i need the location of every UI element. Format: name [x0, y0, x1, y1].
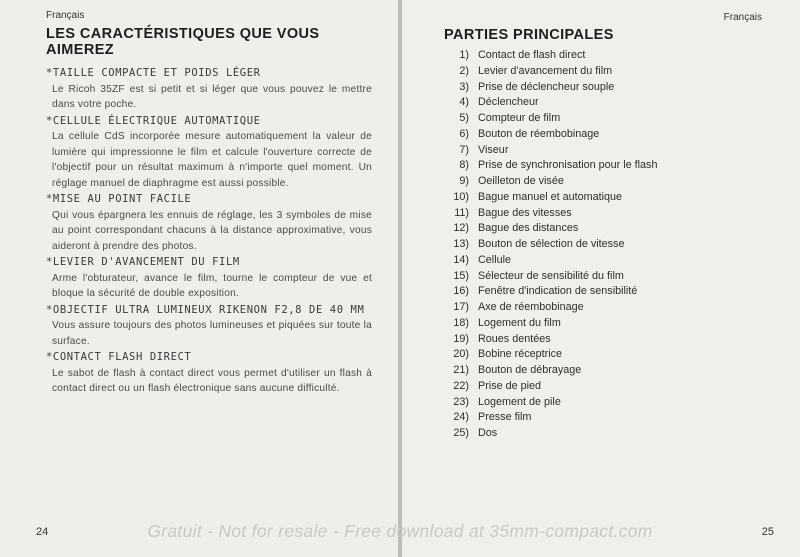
feature-body: La cellule CdS incorporée mesure automatiquement la valeur de lumière qui impressionne le film et calcule l'ouverture correcte de l'objectif pour un résultat maximum à n'importe quel moment. Un réglage manuel de diaphragme est aussi possible.: [52, 131, 372, 189]
part-label: Dos: [478, 427, 498, 439]
part-item: [444, 410, 657, 426]
part-number: 9): [459, 175, 469, 187]
part-label: Bobine réceptrice: [478, 348, 563, 361]
part-number: 8): [459, 159, 469, 172]
part-label: Contact de flash direct: [478, 49, 586, 61]
part-item: [444, 363, 657, 379]
part-item: [444, 300, 657, 316]
right-page: [402, 0, 800, 557]
part-label: Prise de pied: [478, 379, 542, 392]
part-label: Roues dentées: [478, 332, 551, 345]
page-number-left: 24: [36, 526, 49, 538]
part-item: [444, 95, 657, 111]
part-item: [444, 206, 657, 222]
left-page: [0, 0, 398, 557]
features-heading: [46, 26, 346, 58]
parts-list: [444, 48, 657, 442]
feature-item: [46, 350, 372, 397]
feature-item: [46, 114, 372, 192]
feature-body: Le Ricoh 35ZF est si petit et si léger que vous pouvez le mettre dans votre poche.: [52, 83, 372, 110]
language-label-left: Français: [46, 10, 85, 21]
part-number: 24): [453, 411, 469, 424]
part-number: 1): [459, 49, 469, 61]
part-label: Bouton de débrayage: [478, 364, 582, 376]
feature-title: *CELLULE ÉLECTRIQUE AUTOMATIQUE: [46, 114, 261, 127]
part-label: Bague des distances: [478, 222, 579, 235]
part-label: Cellule: [478, 253, 512, 266]
part-item: [444, 426, 657, 442]
part-item: [444, 64, 657, 80]
part-number: 2): [459, 64, 469, 77]
part-number: 12): [453, 222, 469, 235]
part-number: 16): [453, 285, 469, 298]
part-number: 4): [459, 96, 469, 109]
part-item: [444, 174, 657, 190]
part-label: Prise de synchronisation pour le flash: [478, 159, 658, 172]
part-number: 21): [453, 364, 469, 376]
part-label: Bague des vitesses: [478, 206, 572, 219]
feature-title: *OBJECTIF ULTRA LUMINEUX RIKENON F2,8 DE 40 MM: [46, 303, 365, 316]
part-item: [444, 269, 657, 285]
part-item: [444, 347, 657, 363]
part-number: 14): [453, 253, 469, 266]
page-number-right: 25: [761, 526, 774, 538]
language-label-right: Français: [723, 12, 762, 23]
part-number: 18): [453, 316, 469, 329]
feature-item: [46, 192, 372, 254]
feature-title: *TAILLE COMPACTE ET POIDS LÉGER: [46, 67, 261, 79]
feature-item: [46, 66, 372, 113]
part-number: 25): [453, 427, 469, 439]
part-item: [444, 379, 657, 395]
feature-title: *MISE AU POINT FACILE: [46, 193, 192, 205]
part-label: Bague manuel et automatique: [478, 190, 623, 203]
part-item: [444, 80, 657, 96]
features-heading-line2: AIMEREZ: [46, 42, 115, 58]
part-label: Prise de déclencheur souple: [478, 80, 615, 93]
part-item: [444, 284, 657, 300]
part-number: 6): [459, 127, 469, 140]
features-heading-line1: LES CARACTÉRISTIQUES QUE VOUS: [46, 26, 320, 42]
part-item: [444, 48, 657, 64]
part-number: 13): [453, 238, 469, 250]
part-item: [444, 316, 657, 332]
part-item: [444, 158, 657, 174]
part-number: 20): [453, 348, 469, 361]
part-number: 19): [453, 332, 469, 345]
part-item: [444, 143, 657, 159]
part-item: [444, 127, 657, 143]
feature-body: Vous assure toujours des photos lumineuses et piquées sur toute la surface.: [52, 320, 372, 347]
feature-title: *LEVIER D'AVANCEMENT DU FILM: [46, 256, 240, 268]
part-item: [444, 237, 657, 253]
part-number: 15): [453, 269, 469, 282]
parts-heading: PARTIES PRINCIPALES: [444, 27, 614, 43]
watermark-footer: Gratuit - Not for resale - Free download at 35mm-compact.com: [147, 521, 653, 541]
part-number: 23): [453, 395, 469, 408]
part-label: Logement de pile: [478, 395, 561, 408]
part-label: Levier d'avancement du film: [478, 64, 613, 77]
part-label: Déclencheur: [478, 96, 539, 109]
feature-item: [46, 303, 372, 350]
part-label: Fenêtre d'indication de sensibilité: [478, 285, 638, 298]
part-item: [444, 253, 657, 269]
part-item: [444, 332, 657, 348]
part-label: Axe de réembobinage: [478, 301, 584, 313]
part-number: 10): [453, 190, 469, 203]
part-label: Compteur de film: [478, 112, 561, 124]
feature-body: Le sabot de flash à contact direct vous permet d'utiliser un flash à contact direct ou un flash électronique sans aucune difficulté.: [52, 367, 372, 394]
part-label: Sélecteur de sensibilité du film: [478, 269, 624, 282]
feature-body: Qui vous épargnera les ennuis de réglage, les 3 symboles de mise au point correspondant chacuns à la distance approximative, vous aideront à prendre des photos.: [52, 209, 372, 252]
part-number: 22): [453, 379, 469, 392]
part-label: Bouton de réembobinage: [478, 127, 600, 140]
feature-title: *CONTACT FLASH DIRECT: [46, 351, 192, 363]
part-label: Presse film: [478, 411, 532, 424]
part-label: Viseur: [478, 143, 509, 156]
part-number: 3): [459, 80, 469, 93]
part-label: Oeilleton de visée: [478, 175, 564, 187]
part-item: [444, 111, 657, 127]
part-number: 17): [453, 301, 469, 313]
part-number: 5): [459, 112, 469, 124]
part-label: Bouton de sélection de vitesse: [478, 238, 625, 250]
part-item: [444, 221, 657, 237]
features-list: [46, 66, 372, 398]
part-number: 7): [459, 143, 469, 156]
feature-body: Arme l'obturateur, avance le film, tourne le compteur de vue et bloque la sécurité de double exposition.: [52, 272, 372, 299]
part-item: [444, 395, 657, 411]
part-label: Logement du film: [478, 316, 561, 329]
feature-item: [46, 255, 372, 302]
part-item: [444, 190, 657, 206]
part-number: 11): [454, 206, 469, 219]
